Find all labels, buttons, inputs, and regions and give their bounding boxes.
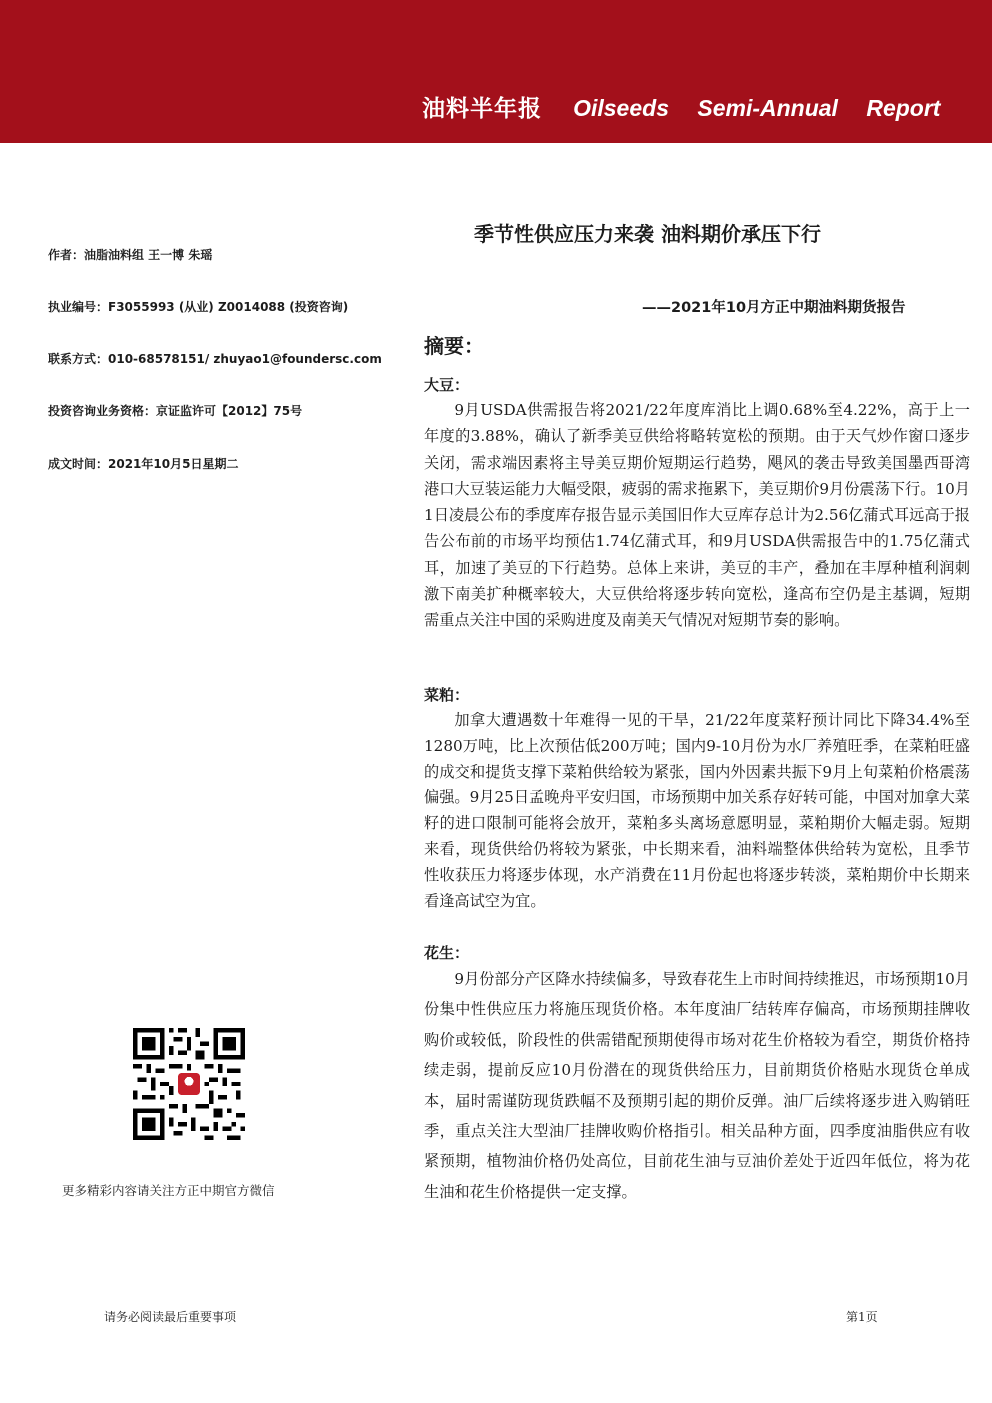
summary-heading: 摘要： — [424, 334, 484, 358]
report-type-en: Oilseeds Semi-Annual Report — [573, 95, 941, 121]
date-line: 成文时间：2021年10月5日星期二 — [48, 457, 239, 471]
section-text-soybean: 9月USDA供需报告将2021/22年度库消比上调0.68%至4.22%，高于上一年度的3.88%，确认了新季美豆供给将略转宽松的预期。由于天气炒作窗口逐步关闭，需求端因素将主导美豆期价短期运行趋势，飓风的袭击导致美国墨西哥湾港口大豆装运能力大幅受限，疲弱的需求拖累下，美豆期价9月份震荡下行。10月1日凌晨公布的季度库存报告显示美国旧作大豆库存总计为2.56亿蒲式耳远高于报告公布前的市场平均预估1.74亿蒲式耳，和9月USDA供需报告中的1.75亿蒲式耳，加速了美豆的下行趋势。总体上来讲，美豆的丰产，叠加在丰厚种植利润刺激下南美扩种概率较大，大豆供给将逐步转向宽松，逢高布空仍是主基调，短期需重点关注中国的采购进度及南美天气情况对短期节奏的影响。 — [424, 401, 970, 630]
section-label-peanut: 花生： — [424, 944, 470, 962]
section-label-soybean: 大豆： — [424, 376, 470, 394]
report-subtitle: ——2021年10月方正中期油料期货报告 — [642, 300, 906, 316]
page-number: 第1页 — [846, 1310, 878, 1324]
report-type-cn: 油料半年报 — [422, 96, 542, 122]
header-banner — [0, 0, 992, 143]
qr-code-icon — [133, 1028, 245, 1140]
contact-line: 联系方式：010-68578151/ zhuyao1@foundersc.com — [48, 352, 382, 366]
section-text-rapeseed-meal: 加拿大遭遇数十年难得一见的干旱，21/22年度菜籽预计同比下降34.4%至1280万吨，比上次预估低200万吨；国内9-10月份为水厂养殖旺季，在菜粕旺盛的成交和提货支撑下菜粕供给较为紧张，国内外因素共振下9月上旬菜粕价格震荡偏强。9月25日孟晚舟平安归国，市场预期中加关系存好转可能，中国对加拿大菜籽的进口限制可能将会放开，菜粕多头离场意愿明显，菜粕期价大幅走弱。短期来看，现货供给仍将较为紧张，中长期来看，油料端整体供给转为宽松，且季节性收获压力将逐步体现，水产消费在11月份起也将逐步转淡，菜粕期价中长期来看逢高试空为宜。 — [424, 711, 970, 910]
qr-caption: 更多精彩内容请关注方正中期官方微信 — [62, 1183, 275, 1198]
license-line: 执业编号：F3055993 (从业) Z0014088 (投资咨询) — [48, 300, 349, 314]
footer-notice: 请务必阅读最后重要事项 — [104, 1310, 237, 1324]
author-line: 作者：油脂油料组 王一博 朱瑶 — [48, 248, 213, 262]
qualification-line: 投资咨询业务资格：京证监许可【2012】75号 — [48, 404, 303, 418]
section-label-rapeseed-meal: 菜粕： — [424, 686, 470, 704]
report-title: 季节性供应压力来袭 油料期价承压下行 — [474, 222, 821, 246]
section-text-peanut: 9月份部分产区降水持续偏多，导致春花生上市时间持续推迟，市场预期10月份集中性供应压力将施压现货价格。本年度油厂结转库存偏高，市场预期挂牌收购价或较低，阶段性的供需错配预期使得市场对花生价格较为看空，期货价格持续走弱，提前反应10月份潜在的现货供给压力，目前期货价格贴水现货仓单成本，届时需谨防现货跌幅不及预期引起的期价反弹。油厂后续将逐步进入购销旺季，重点关注大型油厂挂牌收购价格指引。相关品种方面，四季度油脂供应有收紧预期，植物油价格仍处高位，目前花生油与豆油价差处于近四年低位，将为花生油和花生价格提供一定支撑。 — [424, 970, 970, 1201]
report-type-title — [422, 90, 962, 130]
